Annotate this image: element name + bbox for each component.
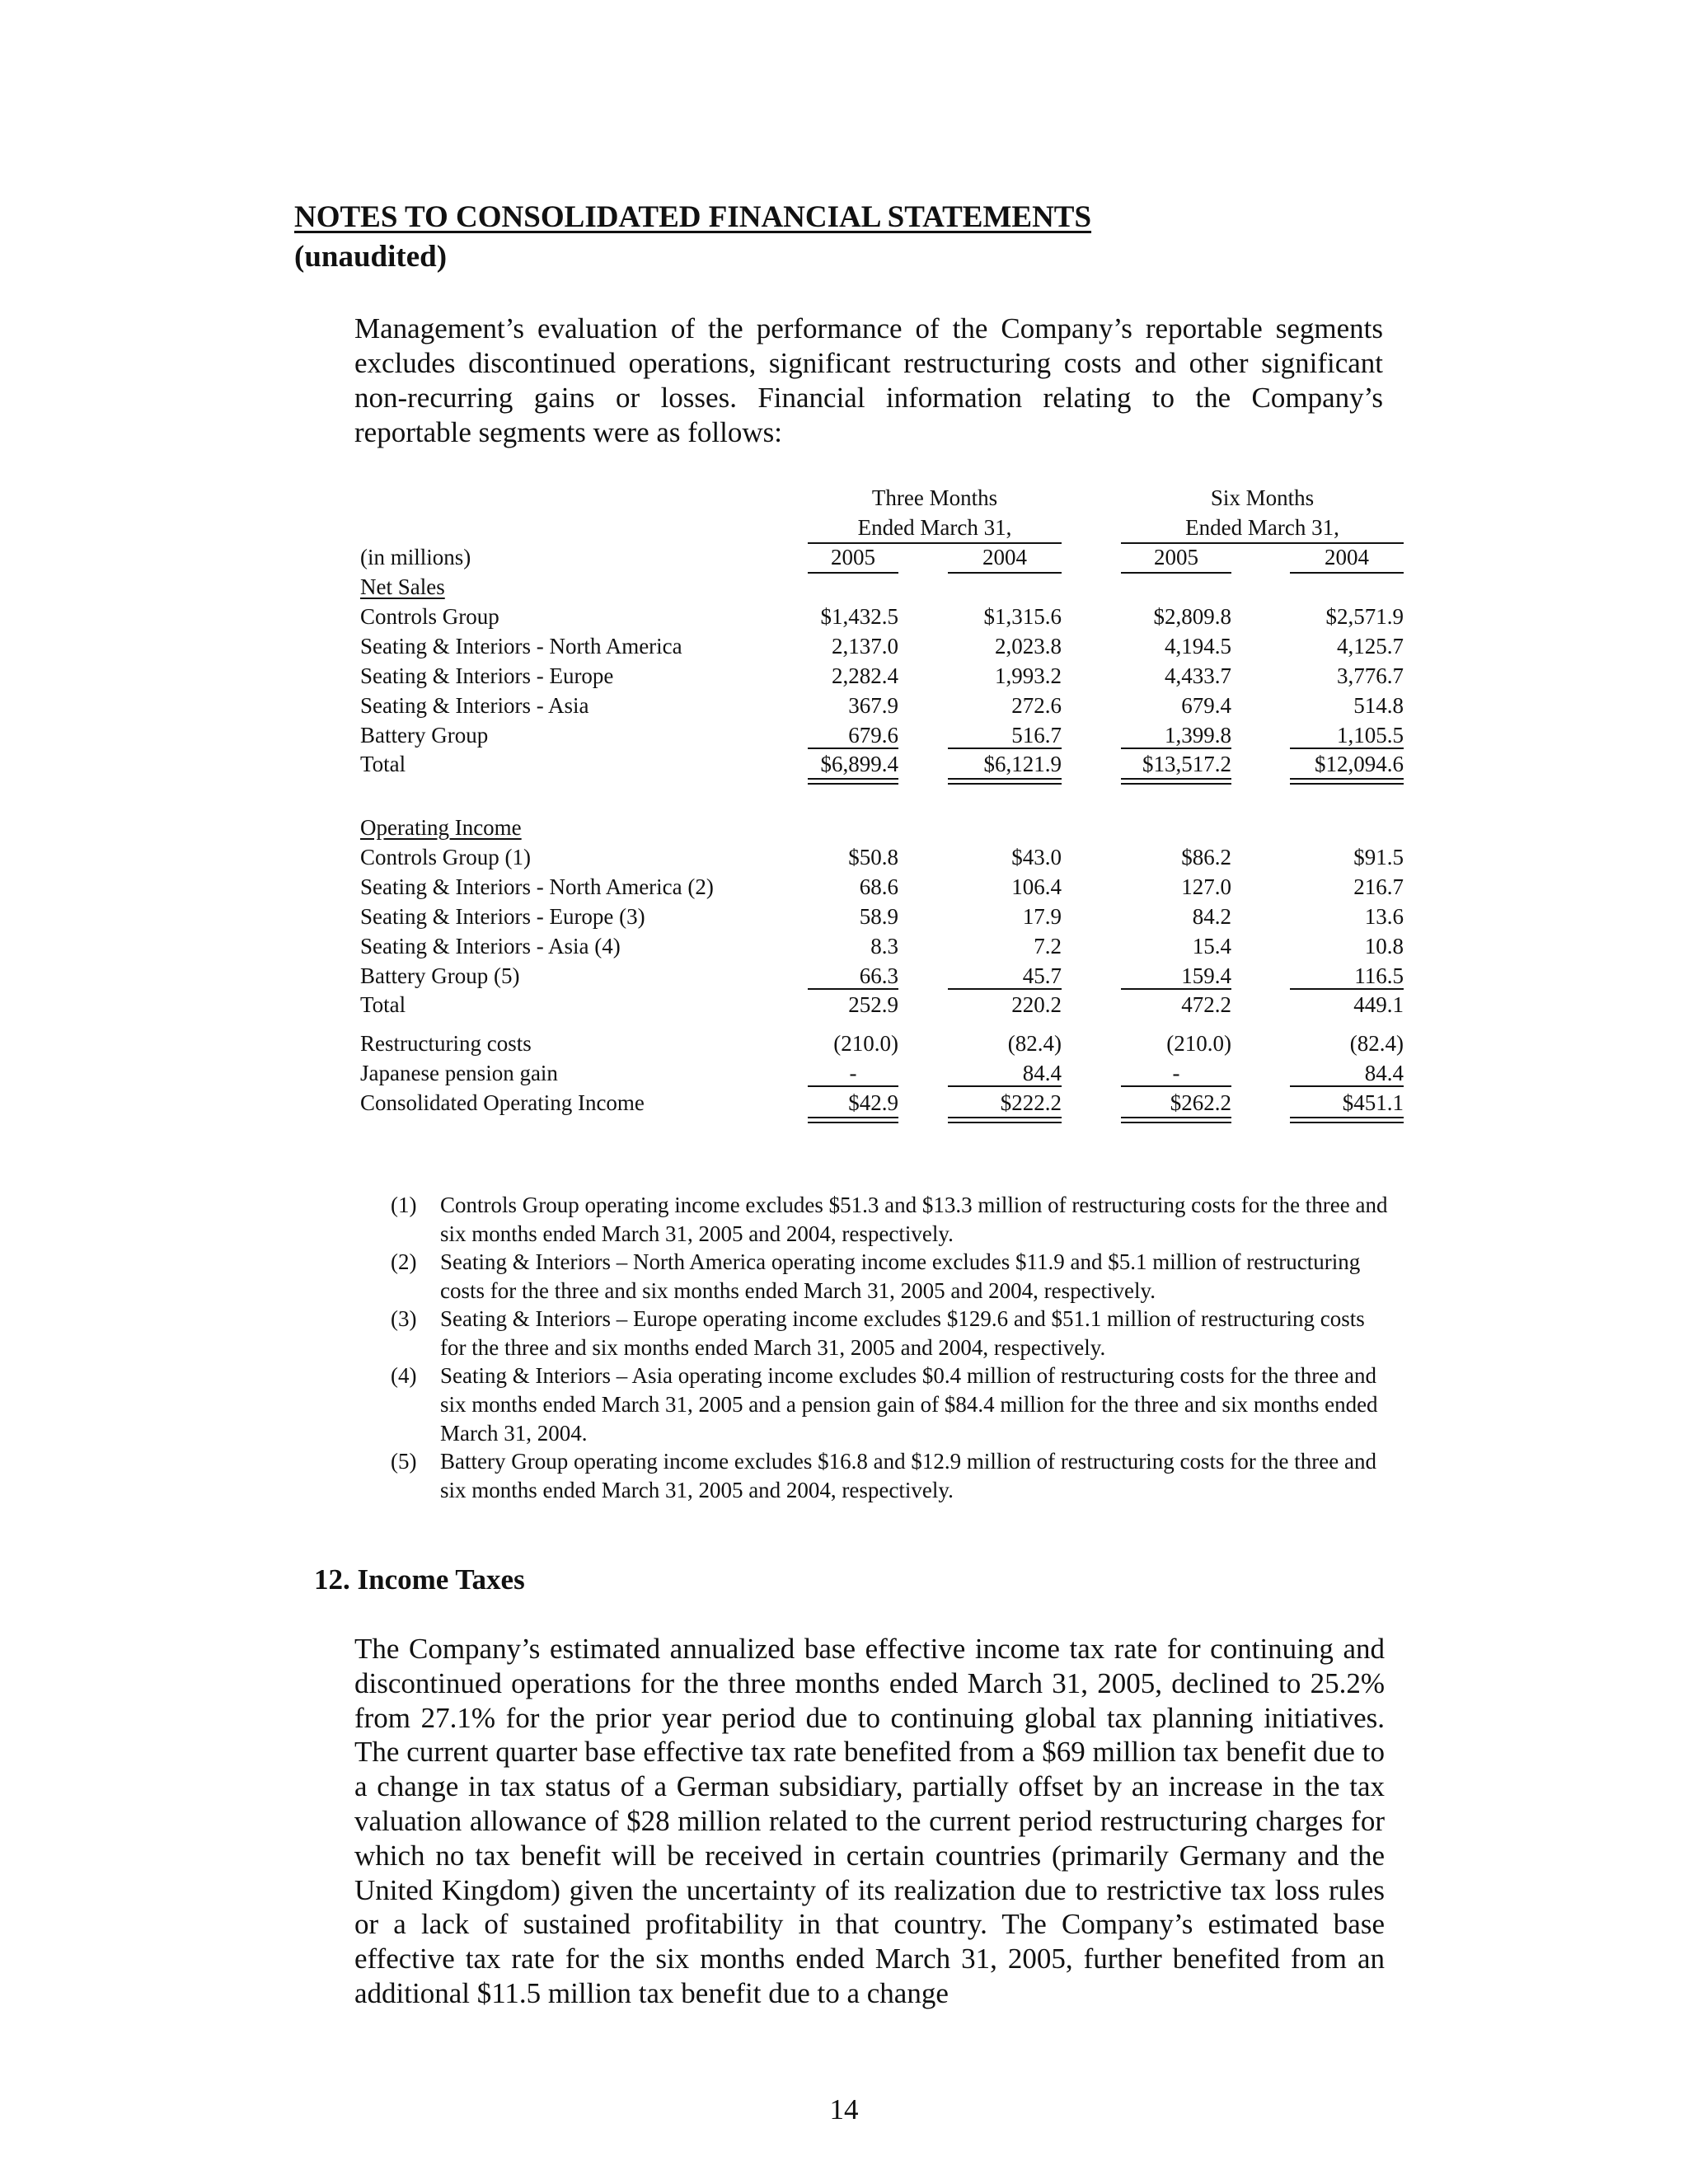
row-label: Seating & Interiors - North America (2) bbox=[360, 874, 714, 899]
net-sales-title: Net Sales bbox=[360, 574, 445, 599]
row-label: Seating & Interiors - Asia bbox=[360, 693, 589, 718]
section-body: The Company’s estimated annualized base effective income tax rate for continuing and discontinued operations for the three months ended March 31, 2005, declined to 25.2% from 27.1% for the prior year period due to continuing global tax planning initiatives. The current quarter base effective tax rate benefited from a $69 million tax benefit due to a change in tax status of a German subsidiary, partially offset by an increase in the tax valuation allowance of $28 million related to the current period restructuring charges for which no tax benefit will be received in certain countries (primarily Germany and the United Kingdom) given the uncertainty of its realization due to restrictive tax loss rules or a lack of sustained profitability in that country. The Company’s estimated base effective tax rate for the six months ended March 31, 2005, further benefited from an additional $11.5 million tax benefit due to a change bbox=[354, 1633, 1385, 2009]
footnote-text: Seating & Interiors – Asia operating income excludes $0.4 million of restructuring costs for the three and six months ended March 31, 2005 and a pension gain of $84.4 million for the three and six months ended March 31, 2004. bbox=[440, 1363, 1378, 1446]
cell: 8.3 bbox=[870, 934, 898, 958]
year-col-1: 2005 bbox=[831, 545, 875, 569]
cell: 1,993.2 bbox=[995, 663, 1062, 688]
cell: $1,315.6 bbox=[983, 604, 1062, 629]
heading-title: NOTES TO CONSOLIDATED FINANCIAL STATEMENTS bbox=[294, 200, 1092, 234]
row-label: Seating & Interiors - Europe bbox=[360, 663, 614, 688]
footnote-text: Seating & Interiors – Europe operating income excludes $129.6 and $51.1 million of restructuring costs for the three and six months ended March 31, 2005 and 2004, respectively. bbox=[440, 1306, 1365, 1360]
footnote-number: (5) bbox=[391, 1449, 417, 1474]
cell: 514.8 bbox=[1353, 693, 1404, 718]
row-label: Controls Group bbox=[360, 604, 499, 629]
footnote-number: (2) bbox=[391, 1249, 417, 1274]
footnote-text: Controls Group operating income excludes $51.3 and $13.3 million of restructuring costs for the three and six months ended March 31, 2005 and 2004, respectively. bbox=[440, 1193, 1388, 1246]
cell: 84.4 bbox=[1022, 1061, 1062, 1085]
cell: (82.4) bbox=[1007, 1031, 1062, 1056]
cell: $12,094.6 bbox=[1315, 752, 1404, 776]
row-label: Seating & Interiors - Asia (4) bbox=[360, 934, 621, 958]
row-label: Controls Group (1) bbox=[360, 845, 531, 869]
year-col-3: 2005 bbox=[1154, 545, 1198, 569]
cell: 68.6 bbox=[859, 874, 898, 899]
cell: 106.4 bbox=[1011, 874, 1062, 899]
cell: 13.6 bbox=[1364, 904, 1404, 929]
footnote-number: (1) bbox=[391, 1193, 417, 1217]
cell: $6,899.4 bbox=[820, 752, 898, 776]
cell: 2,282.4 bbox=[832, 663, 898, 688]
cell: $1,432.5 bbox=[820, 604, 898, 629]
cell: 2,023.8 bbox=[995, 634, 1062, 658]
footnote-number: (3) bbox=[391, 1306, 417, 1331]
cell: (210.0) bbox=[833, 1031, 898, 1056]
cell: 116.5 bbox=[1354, 963, 1404, 988]
cell: $222.2 bbox=[1000, 1090, 1062, 1115]
cell: $2,571.9 bbox=[1325, 604, 1404, 629]
cell: 216.7 bbox=[1353, 874, 1404, 899]
cell: 1,105.5 bbox=[1337, 723, 1404, 748]
cell: 127.0 bbox=[1181, 874, 1231, 899]
cell: $2,809.8 bbox=[1153, 604, 1231, 629]
cell: 45.7 bbox=[1022, 963, 1062, 988]
units-label: (in millions) bbox=[360, 545, 471, 569]
row-label: Restructuring costs bbox=[360, 1031, 532, 1056]
operating-income-title: Operating Income bbox=[360, 815, 522, 840]
six-months-subheader: Ended March 31, bbox=[1185, 515, 1339, 540]
row-label: Battery Group bbox=[360, 723, 489, 748]
cell: 10.8 bbox=[1364, 934, 1404, 958]
cell: 4,433.7 bbox=[1165, 663, 1231, 688]
cell: - bbox=[1172, 1061, 1180, 1085]
row-label: Seating & Interiors - North America bbox=[360, 634, 682, 658]
cell: 159.4 bbox=[1181, 963, 1231, 988]
cell: $262.2 bbox=[1170, 1090, 1231, 1115]
six-months-header: Six Months bbox=[1210, 485, 1315, 510]
cell: 679.4 bbox=[1181, 693, 1231, 718]
cell: 3,776.7 bbox=[1337, 663, 1404, 688]
cell: 367.9 bbox=[848, 693, 898, 718]
footnote-text: Seating & Interiors – North America operating income excludes $11.9 and $5.1 million of restructuring costs for the three and six months ended March 31, 2005 and 2004, respectively. bbox=[440, 1249, 1361, 1303]
total-label: Total bbox=[360, 752, 406, 776]
cell: $50.8 bbox=[848, 845, 898, 869]
cell: $43.0 bbox=[1011, 845, 1062, 869]
cell: 84.2 bbox=[1192, 904, 1231, 929]
section-title: 12. Income Taxes bbox=[314, 1563, 525, 1596]
row-label: Battery Group (5) bbox=[360, 963, 520, 988]
cell: $91.5 bbox=[1353, 845, 1404, 869]
cell: $42.9 bbox=[848, 1090, 898, 1115]
cell: 449.1 bbox=[1353, 992, 1404, 1017]
cell: 58.9 bbox=[859, 904, 898, 929]
cell: 252.9 bbox=[848, 992, 898, 1017]
cell: - bbox=[849, 1061, 857, 1085]
cell: 66.3 bbox=[859, 963, 898, 988]
cell: 1,399.8 bbox=[1165, 723, 1231, 748]
cell: 7.2 bbox=[1034, 934, 1062, 958]
page-number: 14 bbox=[829, 2093, 859, 2125]
cell: 516.7 bbox=[1011, 723, 1062, 748]
heading-subtitle: (unaudited) bbox=[294, 240, 448, 274]
cell: 4,125.7 bbox=[1337, 634, 1404, 658]
cell: $13,517.2 bbox=[1142, 752, 1231, 776]
row-label: Japanese pension gain bbox=[360, 1061, 558, 1085]
intro-paragraph: Management’s evaluation of the performance of the Company’s reportable segments excludes discontinued operations, significant restructuring costs and other significant non-recurring gains or losses. Financial information relating to the Company’s reportable segments were as follows: bbox=[354, 312, 1383, 448]
three-months-header: Three Months bbox=[871, 485, 998, 510]
cell: $451.1 bbox=[1342, 1090, 1404, 1115]
cell: $6,121.9 bbox=[983, 752, 1062, 776]
footnote-number: (4) bbox=[391, 1363, 417, 1388]
cell: 2,137.0 bbox=[832, 634, 898, 658]
cell: 17.9 bbox=[1022, 904, 1062, 929]
cell: 4,194.5 bbox=[1165, 634, 1231, 658]
year-col-2: 2004 bbox=[982, 545, 1027, 569]
cell: 679.6 bbox=[848, 723, 898, 748]
cell: (82.4) bbox=[1349, 1031, 1404, 1056]
cell: 472.2 bbox=[1181, 992, 1231, 1017]
cell: 84.4 bbox=[1364, 1061, 1404, 1085]
cell: 272.6 bbox=[1011, 693, 1062, 718]
footnote-text: Battery Group operating income excludes $16.8 and $12.9 million of restructuring costs for the three and six months ended March 31, 2005 and 2004, respectively. bbox=[440, 1449, 1376, 1502]
cell: $86.2 bbox=[1181, 845, 1231, 869]
cell: 220.2 bbox=[1011, 992, 1062, 1017]
cell: (210.0) bbox=[1166, 1031, 1231, 1056]
year-col-4: 2004 bbox=[1325, 545, 1369, 569]
row-label: Seating & Interiors - Europe (3) bbox=[360, 904, 645, 929]
total-label: Consolidated Operating Income bbox=[360, 1090, 645, 1115]
total-label: Total bbox=[360, 992, 406, 1017]
cell: 15.4 bbox=[1192, 934, 1231, 958]
three-months-subheader: Ended March 31, bbox=[857, 515, 1012, 540]
